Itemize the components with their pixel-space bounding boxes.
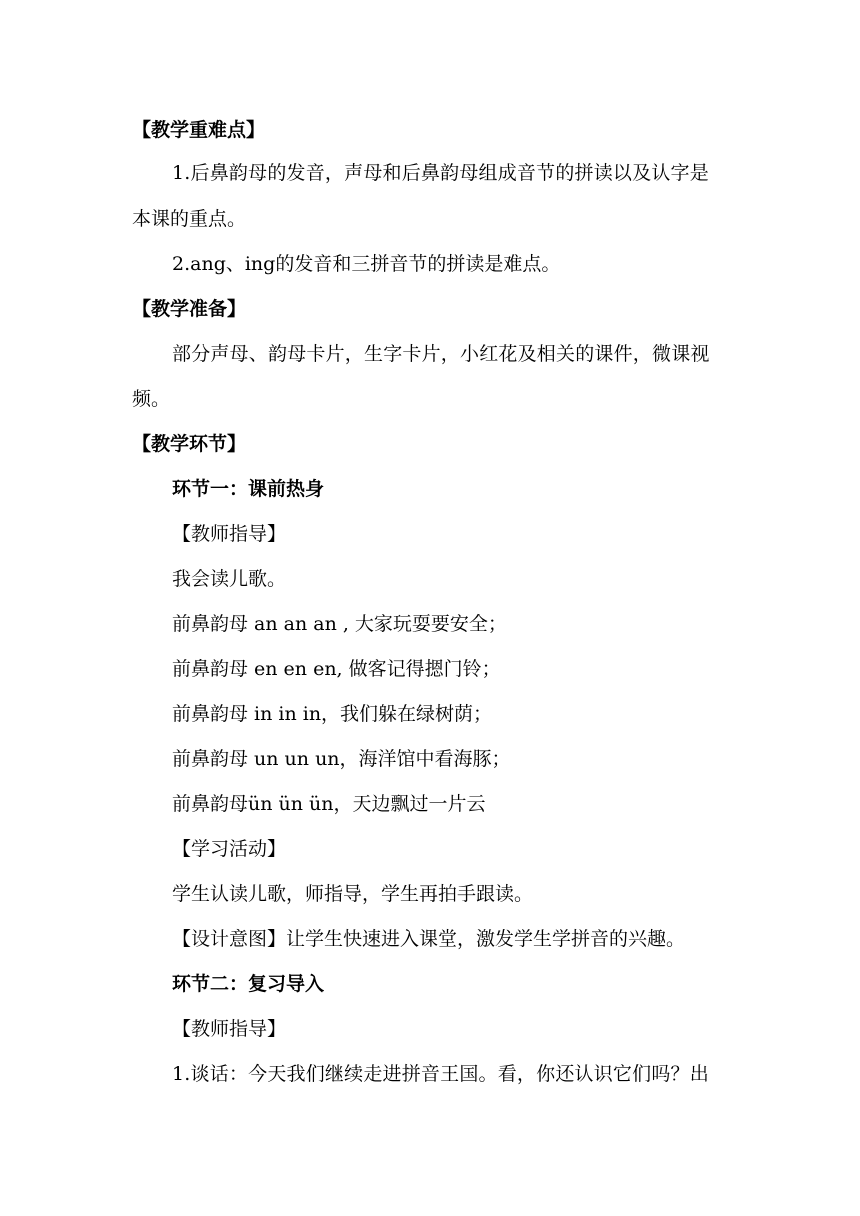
dialogue-paragraph: 1.谈话：今天我们继续走进拼音王国。看，你还认识它们吗？出 <box>172 1063 709 1085</box>
section-heading-teaching-steps: 【教学环节】 <box>132 433 247 455</box>
paragraph-key-point-1: 1.后鼻韵母的发音，声母和后鼻韵母组成音节的拼读以及认字是 <box>172 162 709 184</box>
teacher-guidance-label: 【教师指导】 <box>172 523 287 545</box>
teacher-guidance-label-2: 【教师指导】 <box>172 1018 287 1040</box>
rhyme-intro: 我会读儿歌。 <box>172 568 287 590</box>
section-heading-key-points: 【教学重难点】 <box>132 119 266 141</box>
section-heading-preparation: 【教学准备】 <box>132 298 247 320</box>
rhyme-line-un: 前鼻韵母 un un un，海洋馆中看海豚； <box>172 748 511 770</box>
step-two-heading: 环节二：复习导入 <box>172 973 325 995</box>
paragraph-key-point-2: 2.ang、ing的发音和三拼音节的拼读是难点。 <box>172 253 561 275</box>
rhyme-line-en: 前鼻韵母 en en en, 做客记得摁门铃； <box>172 658 501 680</box>
paragraph-key-point-1-continued: 本课的重点。 <box>132 208 247 230</box>
design-intent-text: 【设计意图】让学生快速进入课堂，激发学生学拼音的兴趣。 <box>172 928 686 950</box>
rhyme-line-in: 前鼻韵母 in in in，我们躲在绿树荫； <box>172 703 493 725</box>
learning-activity-label: 【学习活动】 <box>172 838 287 860</box>
step-one-heading: 环节一：课前热身 <box>172 478 325 500</box>
paragraph-preparation-continued: 频。 <box>132 388 171 410</box>
rhyme-line-vn: 前鼻韵母ün ün ün，天边飘过一片云 <box>172 793 486 815</box>
learning-activity-text: 学生认读儿歌，师指导，学生再拍手跟读。 <box>172 883 534 905</box>
paragraph-preparation: 部分声母、韵母卡片，生字卡片，小红花及相关的课件，微课视 <box>172 343 710 365</box>
rhyme-line-an: 前鼻韵母 an an an , 大家玩耍要安全； <box>172 613 507 635</box>
